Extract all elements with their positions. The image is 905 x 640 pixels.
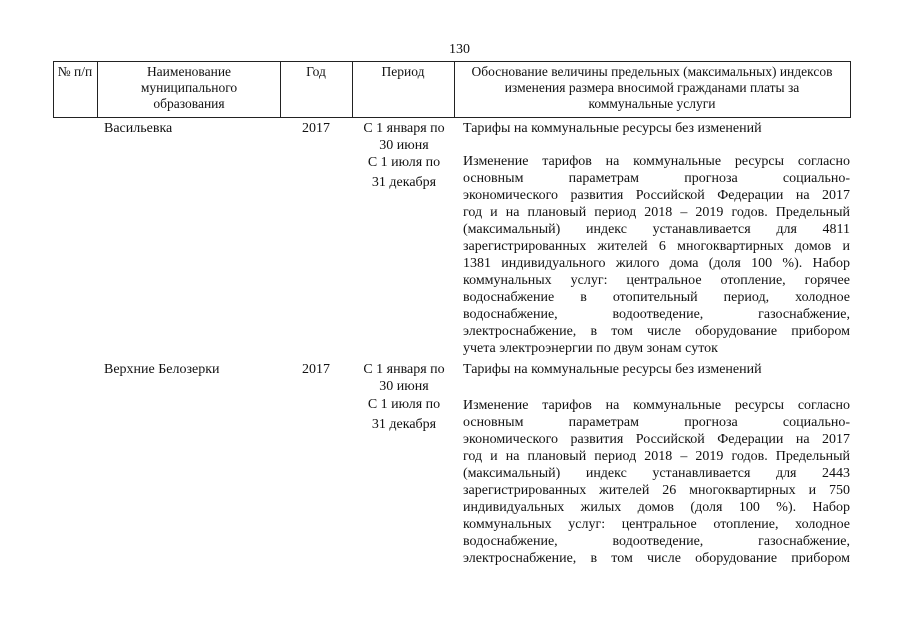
justification-line: основным параметрам прогноза социально- [463,171,850,186]
col-rule-5 [850,61,851,118]
row-2-justification [463,397,850,567]
row-1-period-2: С 1 июля по 31 декабря [367,155,441,190]
col-rule-1 [97,61,98,118]
page-number: 130 [449,42,470,57]
row-2-period-1: С 1 января по 30 июня [363,362,445,394]
header-period: Период [381,64,425,79]
justification-line: зарегистрированных жителей 6 многоквартирных домов и [463,239,850,254]
row-1-period-1: С 1 января по 30 июня [363,121,445,153]
col-rule-2 [280,61,281,118]
table-top-rule [53,61,850,62]
col-rule-0 [53,61,54,118]
justification-line: водоснабжение в отопительный период, холодное [463,290,850,305]
row-2-year: 2017 [302,362,330,377]
justification-line: электроснабжение, в том числе оборудование прибором [463,324,850,339]
justification-line: Изменение тарифов на коммунальные ресурсы согласно [463,154,850,169]
table-header-bottom-rule [53,117,850,118]
row-1-justification [463,153,850,357]
row-1-text-1: Тарифы на коммунальные ресурсы без изменений [463,121,762,136]
justification-line: 1381 индивидуального жилого дома (доля 100 %). Набор [463,256,850,271]
col-rule-4 [454,61,455,118]
row-1-name: Васильевка [104,121,173,136]
col-rule-3 [352,61,353,118]
header-name: Наименование муниципального образования [140,64,238,111]
justification-line: коммунальных услуг: центральное отопление, горячее [463,273,850,288]
justification-line: экономического развития Российской Федерации на 2017 [463,188,850,203]
header-justification: Обоснование величины предельных (максимальных) индексов изменения размера вносимой гражданами платы за коммунальные услуги [471,64,833,111]
header-num: № п/п [57,64,93,79]
row-1-year: 2017 [302,121,330,136]
justification-line: электроснабжение, в том числе оборудование прибором [463,551,850,566]
justification-line: год и на плановый период 2018 – 2019 годов. Предельный [463,449,850,464]
justification-line: водоснабжение, водоотведение, газоснабжение, [463,534,850,549]
justification-line: коммунальных услуг: центральное отопление, холодное [463,517,850,532]
justification-line: экономического развития Российской Федерации на 2017 [463,432,850,447]
row-2-name: Верхние Белозерки [104,362,220,377]
justification-line: водоснабжение, водоотведение, газоснабжение, [463,307,850,322]
justification-line: год и на плановый период 2018 – 2019 годов. Предельный [463,205,850,220]
header-year: Год [306,64,326,79]
justification-line: Изменение тарифов на коммунальные ресурсы согласно [463,398,850,413]
row-2-period-2: С 1 июля по 31 декабря [367,397,441,432]
row-2-text-1: Тарифы на коммунальные ресурсы без изменений [463,362,762,377]
justification-line: учета электроэнергии по двум зонам суток [463,341,718,356]
justification-line: (максимальный) индекс устанавливается для 4811 [463,222,850,237]
justification-line: зарегистрированных жителей 26 многоквартирных и 750 [463,483,850,498]
justification-line: основным параметрам прогноза социально- [463,415,850,430]
justification-line: (максимальный) индекс устанавливается для 2443 [463,466,850,481]
justification-line: индивидуальных жилых домов (доля 100 %). Набор [463,500,850,515]
